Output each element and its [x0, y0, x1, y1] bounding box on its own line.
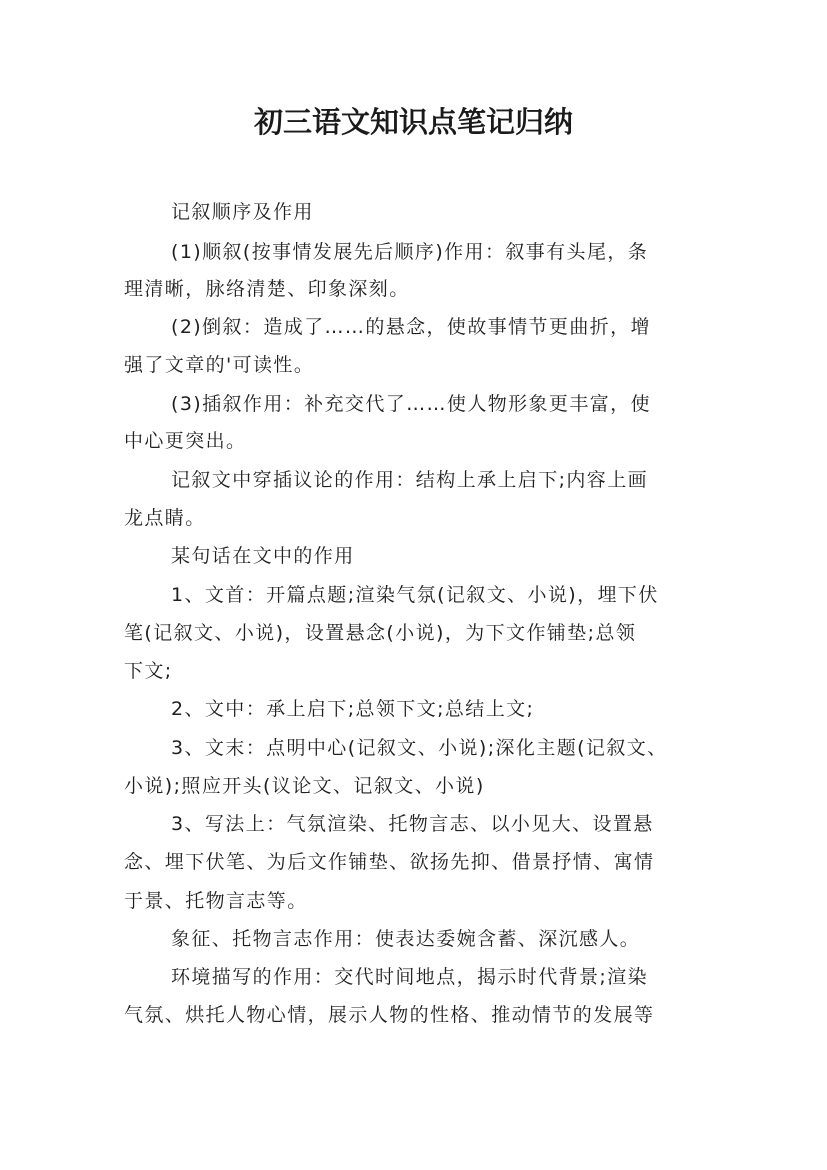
paragraph-line: 于景、托物言志等。 — [124, 890, 308, 912]
paragraph-line: (3)插叙作用：补充交代了……使人物形象更丰富，使 — [171, 393, 651, 415]
paragraph-line: 记叙文中穿插议论的作用：结构上承上启下;内容上画 — [171, 469, 649, 491]
paragraph-line: 理清晰，脉络清楚、印象深刻。 — [124, 278, 410, 300]
paragraph-line: 象征、托物言志作用：使表达委婉含蓄、深沉感人。 — [171, 928, 641, 950]
paragraph-line: 笔(记叙文、小说)，设置悬念(小说)，为下文作铺垫;总领 — [124, 622, 637, 644]
paragraph-line: (2)倒叙：造成了……的悬念，使故事情节更曲折，增 — [171, 316, 651, 338]
paragraph-line: 龙点睛。 — [124, 507, 206, 529]
paragraph-line: 3、文末：点明中心(记叙文、小说);深化主题(记叙文、 — [171, 737, 668, 759]
paragraph-line: 1、文首：开篇点题;渲染气氛(记叙文、小说)，埋下伏 — [171, 584, 659, 606]
paragraph-line: 中心更突出。 — [124, 430, 247, 452]
heading-narrative-order: 记叙顺序及作用 — [171, 201, 314, 223]
paragraph-line: 强了文章的'可读性。 — [124, 354, 315, 376]
heading-sentence-function: 某句话在文中的作用 — [171, 545, 355, 567]
paragraph-line: 环境描写的作用：交代时间地点，揭示时代背景;渲染 — [171, 966, 649, 988]
paragraph-line: 小说);照应开头(议论文、记叙文、小说) — [124, 775, 485, 797]
paragraph-line: (1)顺叙(按事情发展先后顺序)作用：叙事有头尾，条 — [171, 241, 649, 263]
paragraph-line: 气氛、烘托人物心情，展示人物的性格、推动情节的发展等 — [124, 1004, 655, 1026]
paragraph-line: 2、文中：承上启下;总领下文;总结上文; — [171, 698, 535, 720]
document-title: 初三语文知识点笔记归纳 — [253, 105, 573, 139]
paragraph-line: 念、埋下伏笔、为后文作铺垫、欲扬先抑、借景抒情、寓情 — [124, 851, 655, 873]
paragraph-line: 3、写法上：气氛渲染、托物言志、以小见大、设置悬 — [171, 813, 654, 835]
paragraph-line: 下文; — [124, 660, 173, 682]
